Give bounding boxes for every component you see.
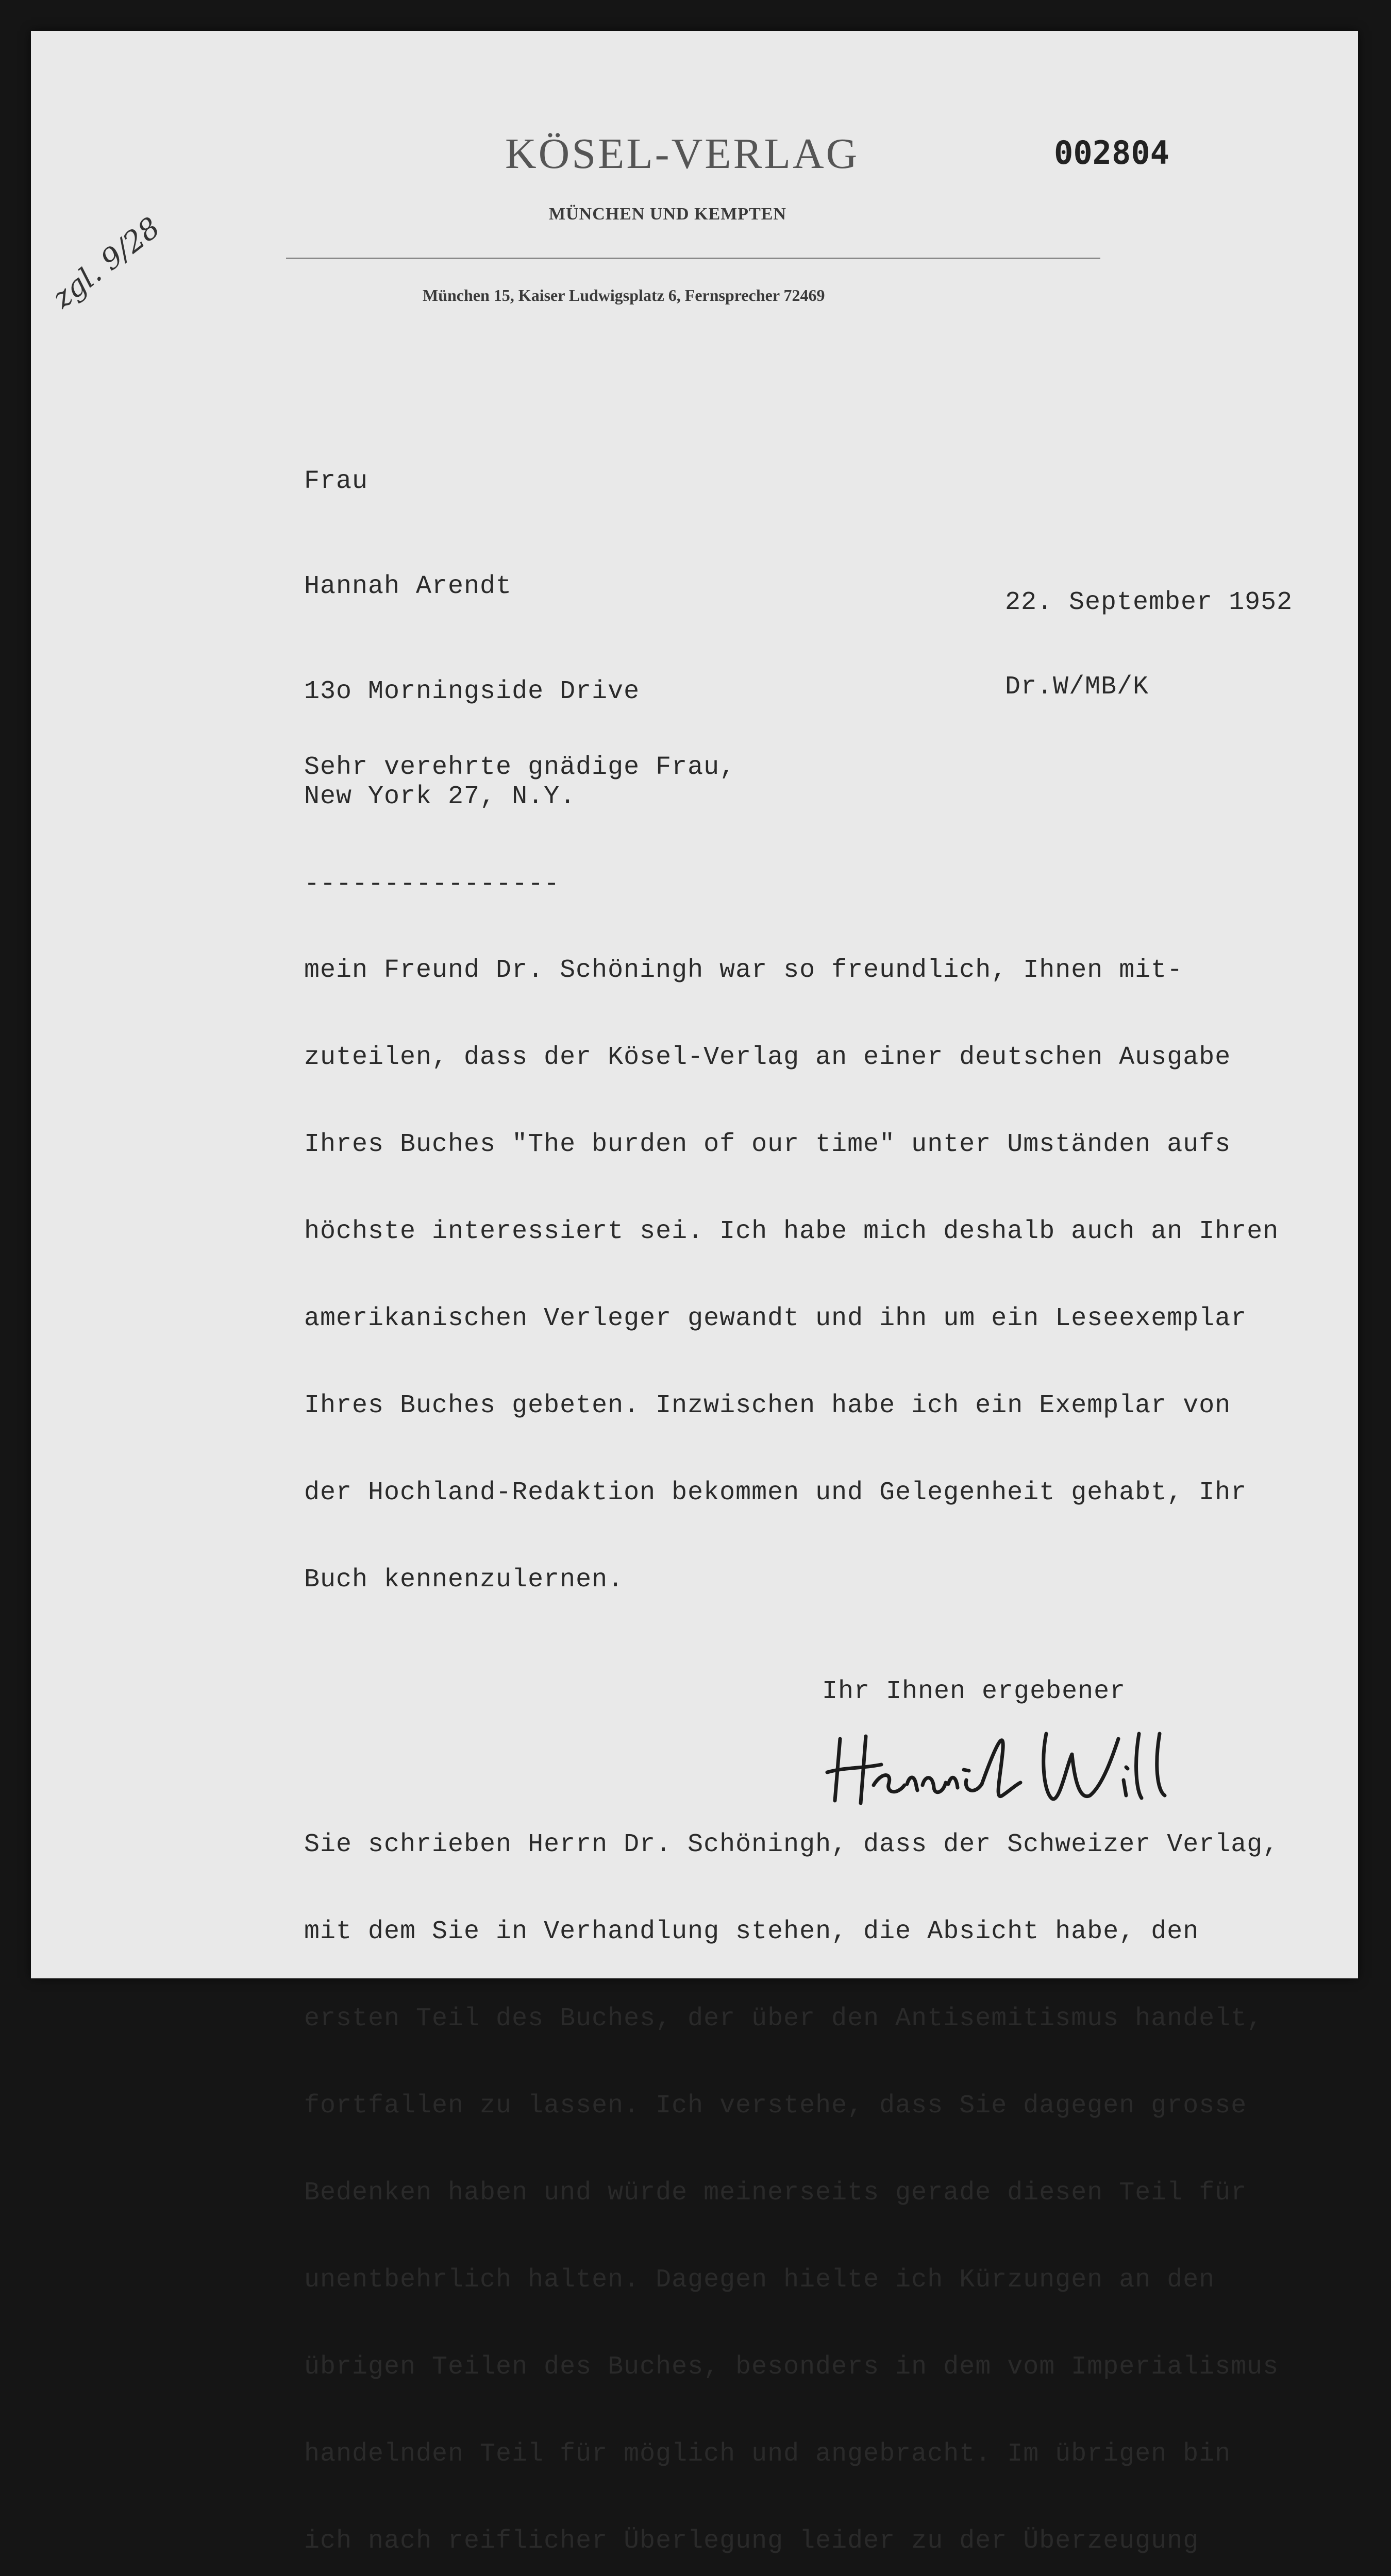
recipient-city: New York 27, N.Y. bbox=[304, 782, 576, 811]
publisher-locations: MÜNCHEN UND KEMPTEN bbox=[549, 205, 786, 224]
paragraph-1 bbox=[304, 897, 1327, 1653]
body-line: unentbehrlich halten. Dagegen hielte ich Kürzungen an den bbox=[304, 2265, 1215, 2295]
letter-body bbox=[304, 693, 1327, 2576]
letter-sheet bbox=[31, 31, 1358, 2556]
publisher-name: KÖSEL-VERLAG bbox=[505, 130, 860, 178]
paragraph-2 bbox=[304, 1772, 1327, 2576]
body-line: fortfallen zu lassen. Ich verstehe, dass Sie dagegen grosse bbox=[304, 2091, 1247, 2121]
body-line: der Hochland-Redaktion bekommen und Gelegenheit gehabt, Ihr bbox=[304, 1478, 1247, 1507]
body-line: mein Freund Dr. Schöningh war so freundlich, Ihnen mit- bbox=[304, 956, 1183, 985]
body-line: Ihres Buches "The burden of our time" unter Umständen aufs bbox=[304, 1130, 1231, 1159]
body-line: handelnden Teil für möglich und angebracht. Im übrigen bin bbox=[304, 2439, 1231, 2469]
body-line: Buch kennenzulernen. bbox=[304, 1565, 624, 1595]
body-line: höchste interessiert sei. Ich habe mich deshalb auch an Ihren bbox=[304, 1217, 1279, 1246]
letter-reference: Dr.W/MB/K bbox=[1005, 672, 1149, 702]
body-line: amerikanischen Verleger gewandt und ihn um ein Leseexemplar bbox=[304, 1304, 1247, 1333]
complimentary-close: Ihr Ihnen ergebener bbox=[822, 1677, 1126, 1706]
recipient-name: Hannah Arendt bbox=[304, 572, 512, 601]
handwritten-signature bbox=[825, 1723, 1196, 1816]
letter-greeting: Sehr verehrte gnädige Frau, bbox=[304, 753, 736, 782]
body-line: Bedenken haben und würde meinerseits gerade diesen Teil für bbox=[304, 2178, 1247, 2208]
recipient-street: 13o Morningside Drive bbox=[304, 677, 640, 706]
publisher-contact-line: München 15, Kaiser Ludwigsplatz 6, Fernsprecher 72469 bbox=[423, 286, 825, 304]
body-line: zuteilen, dass der Kösel-Verlag an einer deutschen Ausgabe bbox=[304, 1043, 1231, 1072]
letter-date: 22. September 1952 bbox=[1005, 588, 1293, 617]
handwritten-margin-note: zgl. 9/28 bbox=[46, 211, 166, 315]
archive-stamp-number: 002804 bbox=[1054, 134, 1169, 172]
body-line: übrigen Teilen des Buches, besonders in dem vom Imperialismus bbox=[304, 2352, 1279, 2382]
body-line: ersten Teil des Buches, der über den Antisemitismus handelt, bbox=[304, 2004, 1263, 2033]
body-line: mit dem Sie in Verhandlung stehen, die Absicht habe, den bbox=[304, 1917, 1199, 1946]
letterhead-divider bbox=[286, 258, 1100, 259]
address-underline: ---------------- bbox=[304, 870, 560, 899]
recipient-salutation: Frau bbox=[304, 467, 368, 496]
body-line: Ihres Buches gebeten. Inzwischen habe ich ein Exemplar von bbox=[304, 1391, 1231, 1420]
body-line: ich nach reiflicher Überlegung leider zu der Überzeugung bbox=[304, 2527, 1199, 2556]
body-line: Sie schrieben Herrn Dr. Schöningh, dass der Schweizer Verlag, bbox=[304, 1830, 1279, 1859]
